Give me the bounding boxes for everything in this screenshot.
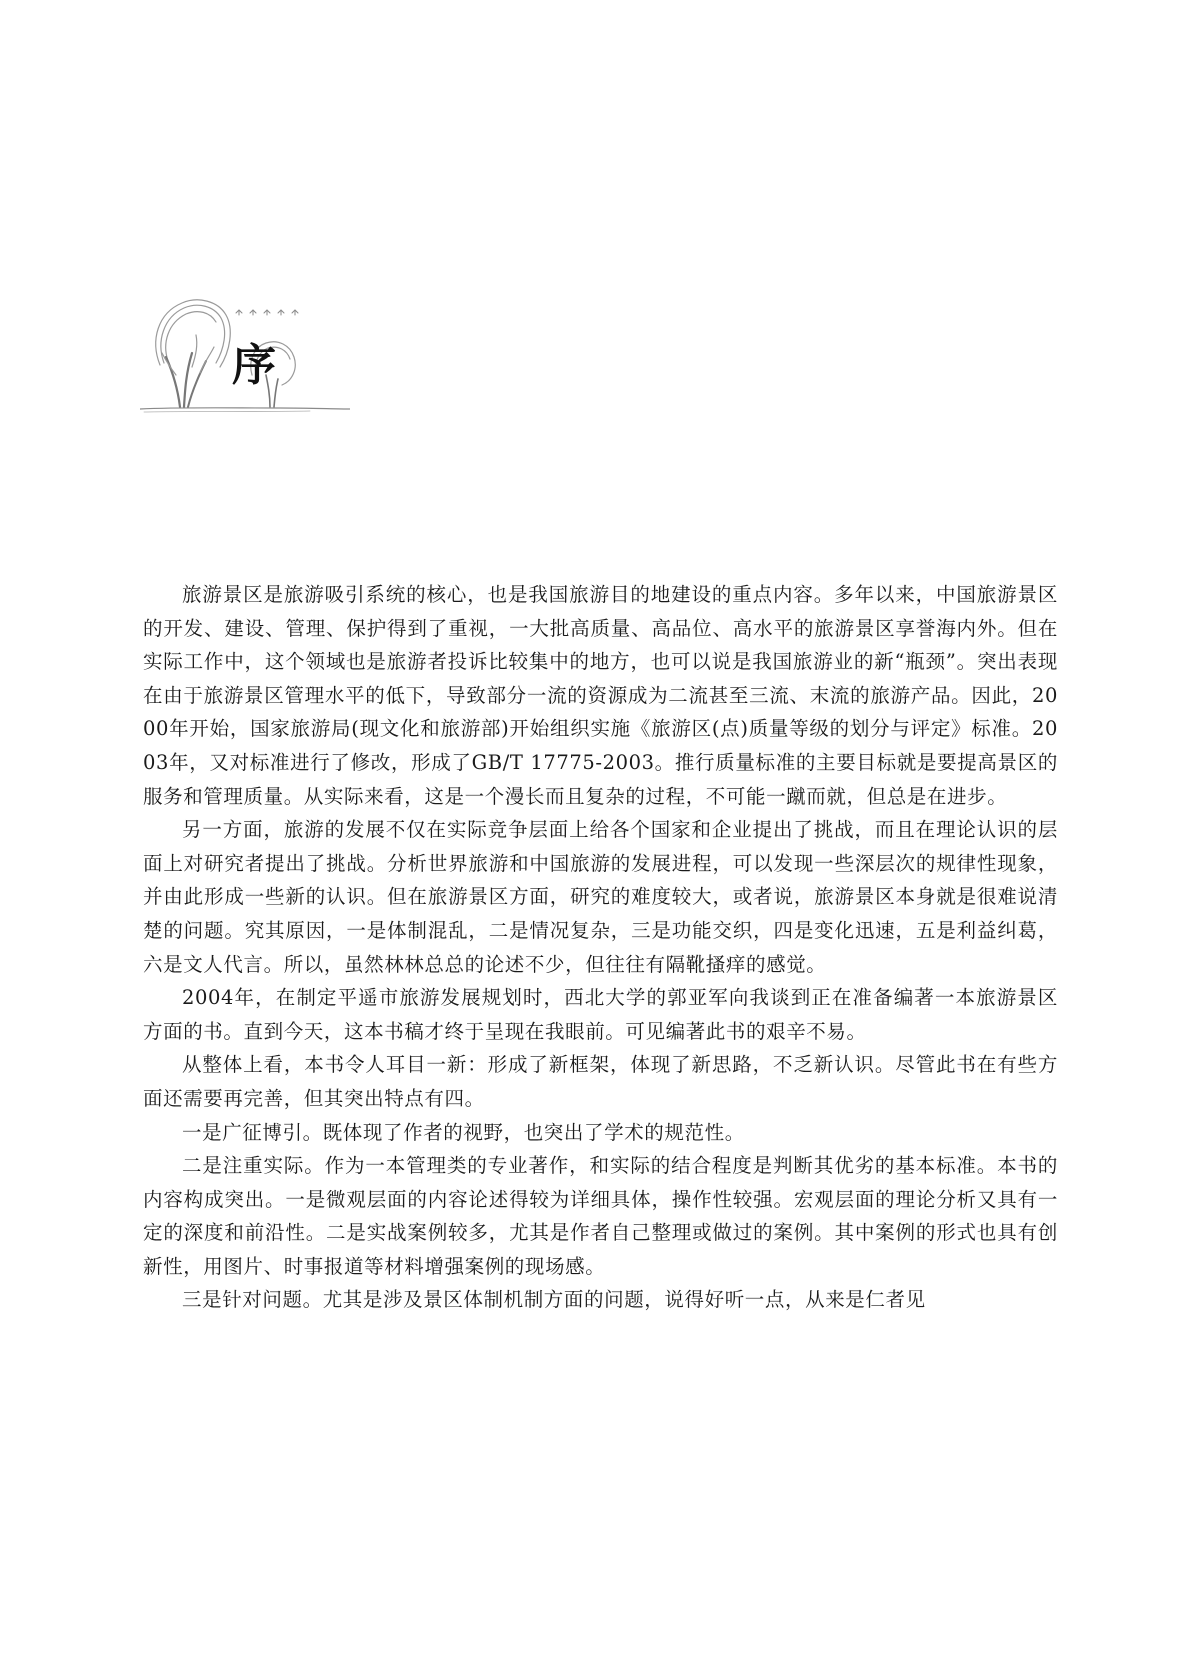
paragraph: 另一方面，旅游的发展不仅在实际竞争层面上给各个国家和企业提出了挑战，而且在理论认识的层面上对研究者提出了挑战。分析世界旅游和中国旅游的发展进程，可以发现一些深层次的规律性现象，并由此形成一些新的认识。但在旅游景区方面，研究的难度较大，或者说，旅游景区本身就是很难说清楚的问题。究其原因，一是体制混乱，二是情况复杂，三是功能交织，四是变化迅速，五是利益纠葛，六是文人代言。所以，虽然林林总总的论述不少，但往往有隔靴搔痒的感觉。 bbox=[143, 818, 1058, 976]
paragraph: 一是广征博引。既体现了作者的视野，也突出了学术的规范性。 bbox=[182, 1120, 745, 1144]
paragraph: 三是针对问题。尤其是涉及景区体制机制方面的问题，说得好听一点，从来是仁者见 bbox=[182, 1288, 926, 1312]
paragraph: 2004年，在制定平遥市旅游发展规划时，西北大学的郭亚军向我谈到正在准备编著一本旅游景区方面的书。直到今天，这本书稿才终于呈现在我眼前。可见编著此书的艰辛不易。 bbox=[143, 986, 1058, 1043]
page-title: 序 bbox=[232, 340, 278, 391]
paragraph: 从整体上看，本书令人耳目一新：形成了新框架，体现了新思路，不乏新认识。尽管此书在有些方面还需要再完善，但其突出特点有四。 bbox=[143, 1053, 1058, 1110]
preface-body bbox=[143, 578, 1058, 1317]
paragraph: 旅游景区是旅游吸引系统的核心，也是我国旅游目的地建设的重点内容。多年以来，中国旅游景区的开发、建设、管理、保护得到了重视，一大批高质量、高品位、高水平的旅游景区享誉海内外。但在实际工作中，这个领域也是旅游者投诉比较集中的地方，也可以说是我国旅游业的新“瓶颈”。突出表现在由于旅游景区管理水平的低下，导致部分一流的资源成为二流甚至三流、末流的旅游产品。因此，2000年开始，国家旅游局(现文化和旅游部)开始组织实施《旅游区(点)质量等级的划分与评定》标准。2003年，又对标准进行了修改，形成了GB/T 17775-2003。推行质量标准的主要目标就是要提高景区的服务和管理质量。从实际来看，这是一个漫长而且复杂的过程，不可能一蹴而就，但总是在进步。 bbox=[143, 583, 1058, 808]
paragraph: 二是注重实际。作为一本管理类的专业著作，和实际的结合程度是判断其优劣的基本标准。本书的内容构成突出。一是微观层面的内容论述得较为详细具体，操作性较强。宏观层面的理论分析又具有一定的深度和前沿性。二是实战案例较多，尤其是作者自己整理或做过的案例。其中案例的形式也具有创新性，用图片、时事报道等材料增强案例的现场感。 bbox=[143, 1154, 1058, 1278]
